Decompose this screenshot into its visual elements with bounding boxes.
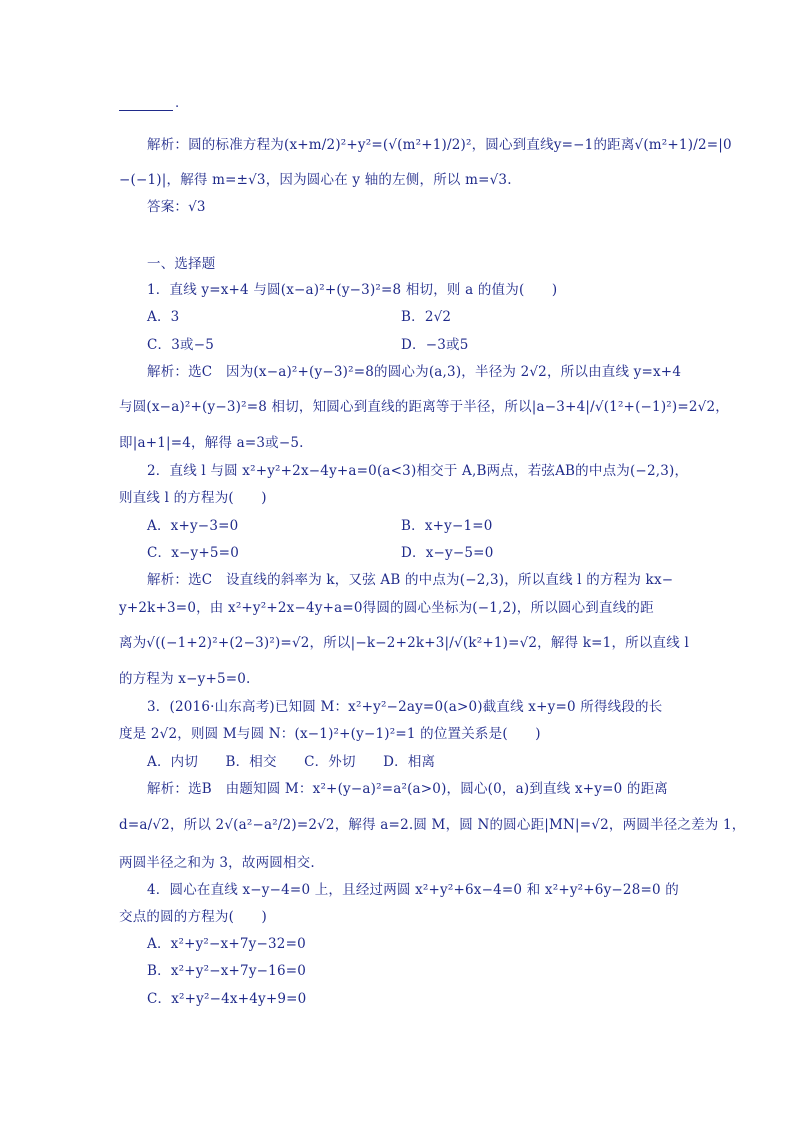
- q3-stem-line-2: 度是 2√2，则圆 M与圆 N：(x−1)²+(y−1)²=1 的位置关系是( ): [119, 726, 541, 742]
- q1-option-b: B．2√2: [401, 309, 452, 325]
- q3-stem-line-1: 3．(2016·山东高考)已知圆 M：x²+y²−2ay=0(a>0)截直线 x+y=0 所得线段的长: [147, 699, 663, 715]
- analysis-line-2: −(−1)|，解得 m=±√3，因为圆心在 y 轴的左侧，所以 m=√3.: [119, 172, 512, 188]
- q4-stem-line-2: 交点的圆的方程为( ): [119, 909, 267, 925]
- blank-period: .: [175, 96, 180, 111]
- q2-solution-line-4: 的方程为 x−y+5=0.: [119, 671, 251, 687]
- answer-line: 答案：√3: [147, 199, 206, 215]
- q1-solution-line-3: 即|a+1|=4，解得 a=3或−5.: [119, 435, 304, 451]
- q2-solution-line-1: 解析：选C 设直线的斜率为 k，又弦 AB 的中点为(−2,3)，所以直线 l 的方程为 kx−: [147, 572, 674, 588]
- q2-option-a: A．x+y−3=0: [147, 518, 239, 534]
- analysis-line-1: 解析：圆的标准方程为(x+m/2)²+y²=(√(m²+1)/2)²，圆心到直线y=−1的距离√(m²+1)/2=|0: [147, 137, 732, 153]
- q2-option-d: D．x−y−5=0: [401, 545, 494, 561]
- q1-solution-line-2: 与圆(x−a)²+(y−3)²=8 相切，知圆心到直线的距离等于半径，所以|a−3+4|/√(1²+(−1)²)=2√2，: [119, 399, 729, 415]
- q2-stem-line-1: 2．直线 l 与圆 x²+y²+2x−4y+a=0(a<3)相交于 A,B两点，若弦AB的中点为(−2,3)，: [147, 463, 689, 479]
- q2-option-b: B．x+y−1=0: [401, 518, 493, 534]
- q1-option-d: D．−3或5: [401, 337, 469, 353]
- q4-option-b: B．x²+y²−x+7y−16=0: [147, 963, 307, 979]
- q3-solution-line-2: d=a/√2，所以 2√(a²−a²/2)=2√2，解得 a=2.圆 M，圆 N的圆心距|MN|=√2，两圆半径之差为 1，: [119, 817, 746, 833]
- q1-option-a: A．3: [147, 309, 180, 325]
- q4-option-c: C．x²+y²−4x+4y+9=0: [147, 991, 307, 1007]
- section-title: 一、选择题: [147, 256, 216, 272]
- q4-option-a: A．x²+y²−x+7y−32=0: [147, 936, 306, 952]
- q1-stem: 1．直线 y=x+4 与圆(x−a)²+(y−3)²=8 相切，则 a 的值为( ): [147, 282, 558, 298]
- q3-solution-line-1: 解析：选B 由题知圆 M：x²+(y−a)²=a²(a>0)，圆心(0，a)到直线 x+y=0 的距离: [147, 781, 668, 797]
- q3-solution-line-3: 两圆半径之和为 3，故两圆相交.: [119, 855, 315, 871]
- q4-stem-line-1: 4．圆心在直线 x−y−4=0 上，且经过两圆 x²+y²+6x−4=0 和 x²+y²+6y−28=0 的: [147, 882, 679, 898]
- q2-option-c: C．x−y+5=0: [147, 545, 239, 561]
- q2-solution-line-2: y+2k+3=0，由 x²+y²+2x−4y+a=0得圆的圆心坐标为(−1,2)，所以圆心到直线的距: [119, 600, 654, 616]
- q1-solution-line-1: 解析：选C 因为(x−a)²+(y−3)²=8的圆心为(a,3)，半径为 2√2，所以由直线 y=x+4: [147, 364, 682, 380]
- fill-in-blank-line: [119, 110, 173, 111]
- q2-stem-line-2: 则直线 l 的方程为( ): [119, 490, 267, 506]
- q2-solution-line-3: 离为√((−1+2)²+(2−3)²)=√2，所以|−k−2+2k+3|/√(k²+1)=√2，解得 k=1，所以直线 l: [119, 635, 689, 651]
- q3-options: A．内切 B．相交 C．外切 D．相离: [147, 754, 436, 770]
- q1-option-c: C．3或−5: [147, 337, 215, 353]
